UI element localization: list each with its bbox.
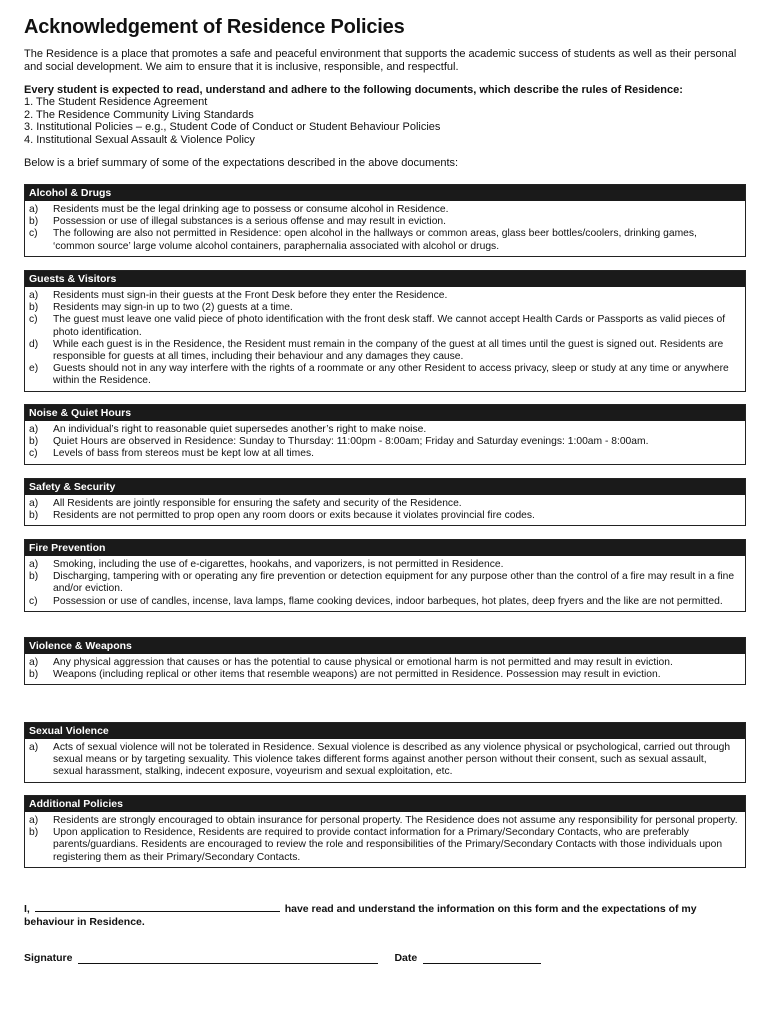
item-label: a) <box>29 290 39 301</box>
policy-section <box>24 184 746 257</box>
signature-field[interactable] <box>78 952 378 964</box>
item-text: The guest must leave one valid piece of photo identification with the front desk staff. We cannot accept Health Cards or Passports as valid pieces of photo identification. <box>53 314 726 338</box>
section-header: Additional Policies <box>25 796 745 812</box>
policy-item <box>29 436 739 448</box>
item-text: Levels of bass from stereos must be kept low at all times. <box>53 448 314 460</box>
documents-lead: Every student is expected to read, understand and adhere to the following documents, which describe the rules of Residence: <box>24 84 683 96</box>
item-text: Quiet Hours are observed in Residence: Sunday to Thursday: 11:00pm - 8:00am; Friday and Saturday evenings: 1:00am - 8:00am. <box>53 436 649 448</box>
ack-prefix: I, <box>24 903 30 915</box>
item-label: b) <box>29 827 39 839</box>
document-item: 4. Institutional Sexual Assault & Violence Policy <box>24 133 255 146</box>
item-label: a) <box>29 742 39 753</box>
item-label: e) <box>29 363 39 375</box>
section-body <box>25 739 745 782</box>
policy-item <box>29 339 739 363</box>
section-body <box>25 495 745 525</box>
policy-item <box>29 596 739 608</box>
intro-paragraph: The Residence is a place that promotes a safe and peaceful environment that supports the academic success of students as well as their personal and social development. We aim to ensure that it is inclusive, responsible, and respectful. <box>24 48 737 73</box>
section-header: Safety & Security <box>25 479 745 495</box>
policy-item <box>29 204 739 216</box>
policy-item <box>29 302 739 314</box>
item-label: d) <box>29 338 39 350</box>
policy-item <box>29 498 739 510</box>
policy-section <box>24 539 746 612</box>
section-body <box>25 812 745 867</box>
item-label: c) <box>29 228 38 240</box>
section-body <box>25 556 745 611</box>
item-label: a) <box>29 424 39 435</box>
item-text: Weapons (including replical or other items that resemble weapons) are not permitted in Residence. Possession may result in eviction. <box>53 669 661 681</box>
item-label: c) <box>29 314 38 326</box>
item-label: b) <box>29 302 39 314</box>
section-header: Guests & Visitors <box>25 271 745 287</box>
policy-section <box>24 795 746 868</box>
policy-section <box>24 478 746 526</box>
item-label: a) <box>29 657 39 668</box>
policy-item <box>29 314 739 338</box>
summary-text: Below is a brief summary of some of the expectations described in the above documents: <box>24 157 459 170</box>
item-text: Guests should not in any way interfere with the rights of a roommate or any other Resident to access privacy, sleep or study at any time or anywhere within the Residence. <box>53 363 729 387</box>
item-text: An individual’s right to reasonable quiet supersedes another’s right to make noise. <box>53 424 427 435</box>
policy-item <box>29 657 739 669</box>
acknowledgement-statement <box>24 902 746 929</box>
section-header: Sexual Violence <box>25 723 745 739</box>
item-text: Smoking, including the use of e-cigarettes, hookahs, and vaporizers, is not permitted in Residence. <box>53 559 504 570</box>
policy-item <box>29 290 739 302</box>
section-header: Noise & Quiet Hours <box>25 405 745 421</box>
policy-item <box>29 571 739 595</box>
date-field[interactable] <box>423 952 541 964</box>
item-label: b) <box>29 571 39 583</box>
item-label: c) <box>29 448 38 460</box>
policy-item <box>29 815 739 827</box>
policy-section <box>24 404 746 465</box>
item-text: Residents must be the legal drinking age to possess or consume alcohol in Residence. <box>53 204 449 215</box>
item-text: Residents are not permitted to prop open any room doors or exits because it violates provincial fire codes. <box>53 510 535 522</box>
item-text: All Residents are jointly responsible for ensuring the safety and security of the Residence. <box>53 498 462 509</box>
item-text: Upon application to Residence, Residents are required to provide contact information for a Primary/Secondary Contacts, who are preferably parents/guardians. Residents are encouraged to review the role and responsibilities of the Primary/Secondary Contacts with those individuals upon registering them as their Primary/Secondary Contacts. <box>53 827 723 863</box>
policy-item <box>29 559 739 571</box>
item-text: Discharging, tampering with or operating any fire prevention or detection equipment for any purpose other than the control of a fire may result in a fine and/or eviction. <box>53 571 735 595</box>
item-label: a) <box>29 498 39 509</box>
policy-item <box>29 827 739 864</box>
page-title: Acknowledgement of Residence Policies <box>24 16 405 38</box>
document-item: 2. The Residence Community Living Standards <box>24 108 254 121</box>
item-text: Any physical aggression that causes or has the potential to cause physical or emotional harm is not permitted and may result in eviction. <box>53 657 673 668</box>
policy-section <box>24 270 746 392</box>
item-text: The following are also not permitted in Residence: open alcohol in the hallways or common areas, glass beer bottles/coolers, drinking games, ‘common source’ large volume alcohol containers, paraphernalia associated with alcohol or drugs. <box>53 228 697 252</box>
policy-item <box>29 742 739 779</box>
item-label: b) <box>29 669 39 681</box>
item-text: Residents must sign-in their guests at the Front Desk before they enter the Residence. <box>53 290 448 301</box>
document-item: 3. Institutional Policies – e.g., Student Code of Conduct or Student Behaviour Policies <box>24 121 441 134</box>
name-field[interactable] <box>35 902 280 912</box>
item-label: b) <box>29 436 39 448</box>
item-label: c) <box>29 595 38 607</box>
item-label: a) <box>29 559 39 570</box>
policy-item <box>29 510 739 522</box>
item-label: a) <box>29 815 39 826</box>
section-header: Fire Prevention <box>25 540 745 556</box>
section-body <box>25 421 745 464</box>
signature-label: Signature <box>24 952 73 964</box>
item-text: Acts of sexual violence will not be tolerated in Residence. Sexual violence is described as any violence physical or psychological, carried out through sexual means or by targeting sexuality. This violence takes different forms against another person without their consent, such as sexual assault, sexual harassment, stalking, indecent exposure, voyeurism and sexual exploitation, etc. <box>53 742 731 778</box>
item-text: Possession or use of illegal substances is a serious offense and may result in eviction. <box>53 216 447 228</box>
item-label: b) <box>29 510 39 522</box>
section-header: Alcohol & Drugs <box>25 185 745 201</box>
policy-item <box>29 448 739 460</box>
signature-row <box>24 952 541 964</box>
section-body <box>25 654 745 684</box>
policy-section <box>24 637 746 685</box>
policy-section <box>24 722 746 783</box>
ack-suffix: have read and understand the information on this form and the expectations of my behaviour in Residence. <box>24 903 697 928</box>
item-text: Possession or use of candles, incense, lava lamps, flame cooking devices, indoor barbeques, hot plates, deep fryers and the like are not permitted. <box>53 595 723 607</box>
item-text: Residents may sign-in up to two (2) guests at a time. <box>53 302 293 314</box>
item-label: b) <box>29 216 39 228</box>
item-text: While each guest is in the Residence, the Resident must remain in the company of the guest at all times until the guest is signed out. Residents are responsible for guests at all times, including their behaviour and any damages they cause. <box>53 338 724 363</box>
policy-item <box>29 424 739 436</box>
section-body <box>25 287 745 391</box>
item-text: Residents are strongly encouraged to obtain insurance for personal property. The Residence does not assume any responsibility for personal property. <box>53 815 738 826</box>
policy-item <box>29 363 739 387</box>
item-label: a) <box>29 204 39 215</box>
policy-item <box>29 216 739 228</box>
policy-item <box>29 669 739 681</box>
document-item: 1. The Student Residence Agreement <box>24 96 208 109</box>
section-body <box>25 201 745 256</box>
section-header: Violence & Weapons <box>25 638 745 654</box>
date-label: Date <box>394 952 418 964</box>
policy-item <box>29 228 739 252</box>
documents-list <box>24 84 746 146</box>
